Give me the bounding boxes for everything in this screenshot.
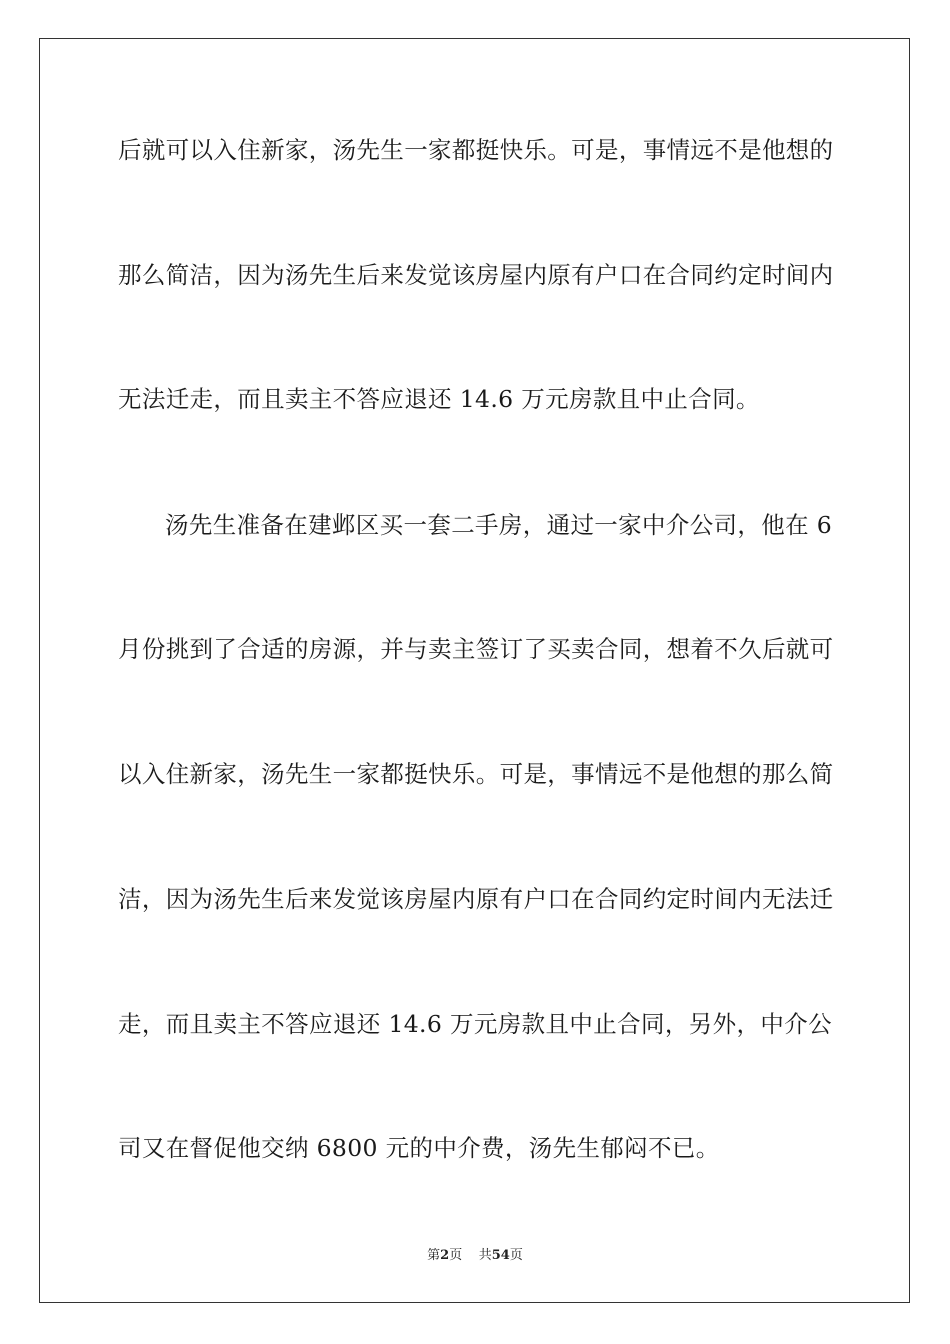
paragraph-2-line-3: 以入住新家，汤先生一家都挺快乐。可是，事情远不是他想的那么简 xyxy=(118,760,834,788)
paragraph-2-line-2: 月份挑到了合适的房源，并与卖主签订了买卖合同，想着不久后就可 xyxy=(118,635,834,663)
total-label-suffix: 页 xyxy=(509,1248,523,1263)
total-label-prefix: 共 xyxy=(478,1248,492,1263)
paragraph-2-line-5: 走，而且卖主不答应退还 14.6 万元房款且中止合同，另外，中介公 xyxy=(118,1010,832,1038)
total-page-count: 54 xyxy=(491,1248,510,1263)
paragraph-1-line-3: 无法迁走，而且卖主不答应退还 14.6 万元房款且中止合同。 xyxy=(118,385,760,413)
paragraph-1-line-2: 那么简洁，因为汤先生后来发觉该房屋内原有户口在合同约定时间内 xyxy=(118,261,834,289)
paragraph-2-line-4: 洁，因为汤先生后来发觉该房屋内原有户口在合同约定时间内无法迁 xyxy=(118,885,834,913)
page-label-prefix: 第 xyxy=(427,1248,441,1263)
paragraph-1-line-1: 后就可以入住新家，汤先生一家都挺快乐。可是，事情远不是他想的 xyxy=(118,136,834,164)
current-page-number: 2 xyxy=(440,1248,450,1263)
page-border xyxy=(39,38,910,1303)
page-footer xyxy=(0,1248,950,1264)
paragraph-2-line-6: 司又在督促他交纳 6800 元的中介费，汤先生郁闷不已。 xyxy=(118,1134,720,1162)
paragraph-2-line-1: 汤先生准备在建邺区买一套二手房，通过一家中介公司，他在 6 xyxy=(165,511,833,539)
page-label-suffix: 页 xyxy=(449,1248,463,1263)
